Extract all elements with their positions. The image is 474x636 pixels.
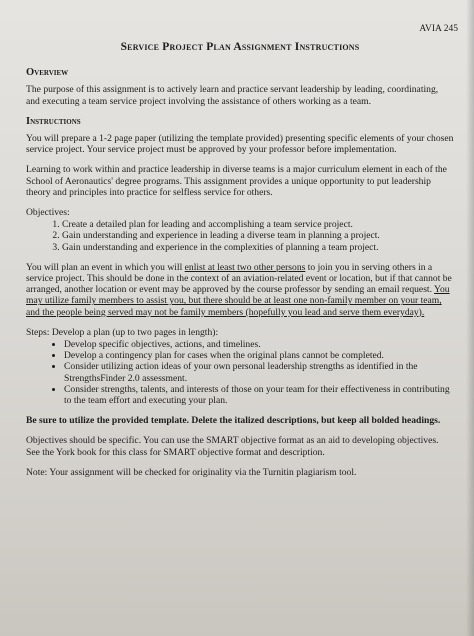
template-note: Be sure to utilize the provided template. Delete the italized descriptions, but keep all bolded headings. [26, 415, 441, 427]
objective-item: 1. Create a detailed plan for leading and accomplishing a team service project. [62, 219, 454, 230]
objective-item: 3. Gain understanding and experience in the complexities of planning a team project. [62, 242, 454, 253]
step-item: • Consider strengths, talents, and interests of those on your team for their effectiveness in contributing to the team effort and executing your plan. [64, 384, 454, 406]
objectives-label: Objectives: [26, 207, 70, 219]
step-item: • Develop specific objectives, actions, and timelines. [64, 339, 454, 350]
event-underlined-2: You may utilize family members to assist you, but there should be at least one non-family member on your team, and the people being served may not be family members (hopefully you lead and serve them everyday). [26, 284, 450, 318]
overview-heading: Overview [26, 67, 69, 79]
event-text-b: to join you in serving others in a service project. This should be done in the context of an aviation-related event or location, but if that cannot be arranged, another location or event may be approved by the course professor by sending an email request. [26, 261, 452, 296]
objective-item: 2. Gain understanding and experience in leading a diverse team in planning a project. [62, 230, 454, 241]
instructions-paragraph-1: You will prepare a 1-2 page paper (utilizing the template provided) presenting specific elements of your chosen service project. Your service project must be approved by your professor before implementation. [26, 133, 454, 156]
steps-list [26, 339, 454, 406]
smart-note: Objectives should be specific. You can use the SMART objective format as an aid to developing objectives. See the York book for this class for SMART objective format and description. [26, 435, 439, 458]
step-item: • Consider utilizing action ideas of your own personal leadership strengths as identified in the StrengthsFinder 2.0 assessment. [64, 361, 454, 383]
step-item: • Develop a contingency plan for cases when the original plans cannot be completed. [64, 350, 454, 361]
instructions-paragraph-2: Learning to work within and practice leadership in diverse teams is a major curriculum element in each of the School of Aeronautics' degree programs. This assignment provides a unique opportunity to put leadership theory and principles into practice for selfless service for others. [26, 164, 447, 198]
event-underlined-1: enlist at least two other persons [184, 261, 306, 273]
event-text-a: You will plan an event in which you will [26, 261, 185, 273]
page-edge-shadow [466, 0, 474, 636]
originality-note: Note: Your assignment will be checked for originality via the Turnitin plagiarism tool. [26, 466, 357, 478]
steps-label: Steps: Develop a plan (up to two pages in length): [26, 326, 219, 338]
overview-text: The purpose of this assignment is to actively learn and practice servant leadership by leading, coordinating, and executing a team service project involving the assistance of others working as a team. [26, 84, 439, 107]
course-code: AVIA 245 [419, 24, 458, 34]
objectives-list [26, 219, 454, 253]
event-paragraph [26, 262, 454, 318]
document-title: Service Project Plan Assignment Instructions [120, 41, 360, 53]
instructions-heading: Instructions [26, 115, 81, 127]
